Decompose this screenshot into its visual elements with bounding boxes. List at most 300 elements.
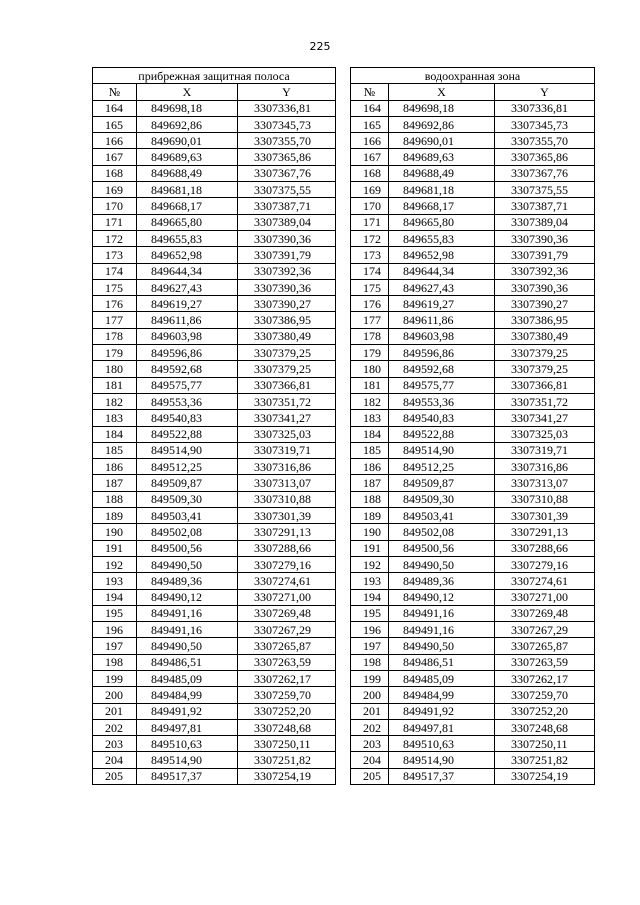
right-y-coordinate: 3307325,03 (495, 426, 595, 442)
table-gap (336, 475, 351, 491)
left-point-number: 164 (93, 100, 137, 116)
table-row (93, 393, 595, 409)
right-x-coordinate: 849502,08 (389, 524, 495, 540)
left-point-number: 187 (93, 475, 137, 491)
right-x-coordinate: 849491,16 (389, 605, 495, 621)
table-gap (336, 426, 351, 442)
right-x-coordinate: 849509,87 (389, 475, 495, 491)
left-y-coordinate: 3307313,07 (238, 475, 336, 491)
right-point-number: 199 (351, 670, 389, 686)
left-y-coordinate: 3307265,87 (238, 638, 336, 654)
right-x-coordinate: 849627,43 (389, 279, 495, 295)
left-point-number: 200 (93, 687, 137, 703)
left-x-coordinate: 849522,88 (137, 426, 238, 442)
table-row (93, 361, 595, 377)
right-point-number: 196 (351, 622, 389, 638)
left-y-coordinate: 3307341,27 (238, 410, 336, 426)
left-point-number: 176 (93, 296, 137, 312)
right-point-number: 197 (351, 638, 389, 654)
right-y-coordinate: 3307390,27 (495, 296, 595, 312)
right-y-coordinate: 3307254,19 (495, 768, 595, 784)
left-y-coordinate: 3307389,04 (238, 214, 336, 230)
left-y-coordinate: 3307391,79 (238, 247, 336, 263)
table-gap (336, 540, 351, 556)
right-x-coordinate: 849596,86 (389, 345, 495, 361)
right-point-number: 180 (351, 361, 389, 377)
right-point-number: 205 (351, 768, 389, 784)
left-y-coordinate: 3307365,86 (238, 149, 336, 165)
column-header-row (93, 84, 595, 100)
right-y-coordinate: 3307390,36 (495, 279, 595, 295)
table-row (93, 589, 595, 605)
right-x-coordinate: 849514,90 (389, 442, 495, 458)
right-x-coordinate: 849690,01 (389, 133, 495, 149)
table-row (93, 556, 595, 572)
right-y-coordinate: 3307379,25 (495, 345, 595, 361)
table-gap (336, 361, 351, 377)
right-x-coordinate: 849540,83 (389, 410, 495, 426)
table-gap (336, 263, 351, 279)
left-y-coordinate: 3307387,71 (238, 198, 336, 214)
table-gap (336, 165, 351, 181)
right-point-number: 187 (351, 475, 389, 491)
right-x-coordinate: 849500,56 (389, 540, 495, 556)
left-y-coordinate: 3307279,16 (238, 556, 336, 572)
right-y-coordinate: 3307365,86 (495, 149, 595, 165)
right-x-coordinate: 849655,83 (389, 230, 495, 246)
table-gap (336, 459, 351, 475)
right-y-coordinate: 3307319,71 (495, 442, 595, 458)
left-y-coordinate: 3307250,11 (238, 736, 336, 752)
left-point-number: 201 (93, 703, 137, 719)
left-y-coordinate: 3307366,81 (238, 377, 336, 393)
left-point-number: 194 (93, 589, 137, 605)
left-y-coordinate: 3307390,27 (238, 296, 336, 312)
right-x-coordinate: 849503,41 (389, 508, 495, 524)
right-y-coordinate: 3307262,17 (495, 670, 595, 686)
right-point-number: 201 (351, 703, 389, 719)
right-x-coordinate: 849652,98 (389, 247, 495, 263)
left-x-coordinate: 849490,50 (137, 638, 238, 654)
left-x-coordinate: 849603,98 (137, 328, 238, 344)
left-point-number: 173 (93, 247, 137, 263)
left-y-coordinate: 3307251,82 (238, 752, 336, 768)
left-y-coordinate: 3307262,17 (238, 670, 336, 686)
right-y-coordinate: 3307380,49 (495, 328, 595, 344)
left-point-number: 185 (93, 442, 137, 458)
left-y-coordinate: 3307263,59 (238, 654, 336, 670)
table-gap (336, 638, 351, 654)
left-point-number: 178 (93, 328, 137, 344)
right-x-coordinate: 849485,09 (389, 670, 495, 686)
table-row (93, 426, 595, 442)
right-point-number: 193 (351, 573, 389, 589)
right-point-number: 181 (351, 377, 389, 393)
left-column-header-x: X (137, 84, 238, 100)
right-y-coordinate: 3307248,68 (495, 719, 595, 735)
table-row (93, 410, 595, 426)
right-point-number: 178 (351, 328, 389, 344)
left-point-number: 174 (93, 263, 137, 279)
table-gap (336, 149, 351, 165)
right-y-coordinate: 3307274,61 (495, 573, 595, 589)
right-y-coordinate: 3307392,36 (495, 263, 595, 279)
table-gap (336, 654, 351, 670)
left-x-coordinate: 849503,41 (137, 508, 238, 524)
right-y-coordinate: 3307390,36 (495, 230, 595, 246)
left-y-coordinate: 3307301,39 (238, 508, 336, 524)
left-y-coordinate: 3307288,66 (238, 540, 336, 556)
left-point-number: 170 (93, 198, 137, 214)
right-x-coordinate: 849698,18 (389, 100, 495, 116)
left-point-number: 198 (93, 654, 137, 670)
right-x-coordinate: 849517,37 (389, 768, 495, 784)
right-x-coordinate: 849486,51 (389, 654, 495, 670)
table-row (93, 345, 595, 361)
right-point-number: 198 (351, 654, 389, 670)
left-point-number: 183 (93, 410, 137, 426)
table-row (93, 198, 595, 214)
left-point-number: 202 (93, 719, 137, 735)
table-row (93, 752, 595, 768)
table-gap (336, 68, 351, 84)
right-y-coordinate: 3307250,11 (495, 736, 595, 752)
table-gap (336, 279, 351, 295)
table-row (93, 703, 595, 719)
table-gap (336, 556, 351, 572)
right-y-coordinate: 3307310,88 (495, 491, 595, 507)
left-y-coordinate: 3307355,70 (238, 133, 336, 149)
table-gap (336, 328, 351, 344)
left-y-coordinate: 3307336,81 (238, 100, 336, 116)
left-x-coordinate: 849489,36 (137, 573, 238, 589)
table-gap (336, 752, 351, 768)
left-x-coordinate: 849490,12 (137, 589, 238, 605)
left-point-number: 196 (93, 622, 137, 638)
right-y-coordinate: 3307301,39 (495, 508, 595, 524)
table-row (93, 149, 595, 165)
table-gap (336, 508, 351, 524)
right-point-number: 174 (351, 263, 389, 279)
left-x-coordinate: 849514,90 (137, 442, 238, 458)
left-x-coordinate: 849517,37 (137, 768, 238, 784)
right-point-number: 171 (351, 214, 389, 230)
right-x-coordinate: 849619,27 (389, 296, 495, 312)
right-point-number: 184 (351, 426, 389, 442)
table-gap (336, 589, 351, 605)
table-gap (336, 491, 351, 507)
table-body (93, 100, 595, 784)
right-y-coordinate: 3307375,55 (495, 182, 595, 198)
left-point-number: 191 (93, 540, 137, 556)
left-y-coordinate: 3307390,36 (238, 279, 336, 295)
left-y-coordinate: 3307254,19 (238, 768, 336, 784)
right-y-coordinate: 3307355,70 (495, 133, 595, 149)
left-x-coordinate: 849681,18 (137, 182, 238, 198)
left-y-coordinate: 3307390,36 (238, 230, 336, 246)
left-y-coordinate: 3307269,48 (238, 605, 336, 621)
left-x-coordinate: 849698,18 (137, 100, 238, 116)
table-row (93, 100, 595, 116)
table-row (93, 312, 595, 328)
table-row (93, 573, 595, 589)
right-x-coordinate: 849688,49 (389, 165, 495, 181)
table-row (93, 165, 595, 181)
left-point-number: 168 (93, 165, 137, 181)
right-x-coordinate: 849681,18 (389, 182, 495, 198)
table-gap (336, 605, 351, 621)
right-y-coordinate: 3307387,71 (495, 198, 595, 214)
table-row (93, 605, 595, 621)
table-row (93, 328, 595, 344)
left-x-coordinate: 849668,17 (137, 198, 238, 214)
left-x-coordinate: 849485,09 (137, 670, 238, 686)
left-point-number: 204 (93, 752, 137, 768)
table-row (93, 459, 595, 475)
table-row (93, 247, 595, 263)
left-x-coordinate: 849575,77 (137, 377, 238, 393)
left-point-number: 205 (93, 768, 137, 784)
right-point-number: 164 (351, 100, 389, 116)
left-y-coordinate: 3307319,71 (238, 442, 336, 458)
right-y-coordinate: 3307345,73 (495, 116, 595, 132)
right-point-number: 191 (351, 540, 389, 556)
left-point-number: 175 (93, 279, 137, 295)
table-row (93, 524, 595, 540)
left-x-coordinate: 849611,86 (137, 312, 238, 328)
left-x-coordinate: 849512,25 (137, 459, 238, 475)
left-x-coordinate: 849652,98 (137, 247, 238, 263)
right-point-number: 189 (351, 508, 389, 524)
left-point-number: 186 (93, 459, 137, 475)
table-gap (336, 573, 351, 589)
right-y-coordinate: 3307341,27 (495, 410, 595, 426)
table-gap (336, 442, 351, 458)
left-column-header-y: Y (238, 84, 336, 100)
right-y-coordinate: 3307251,82 (495, 752, 595, 768)
left-point-number: 182 (93, 393, 137, 409)
right-point-number: 185 (351, 442, 389, 458)
table-gap (336, 524, 351, 540)
left-x-coordinate: 849514,90 (137, 752, 238, 768)
table-row (93, 768, 595, 784)
table-gap (336, 312, 351, 328)
right-x-coordinate: 849490,12 (389, 589, 495, 605)
table-row (93, 296, 595, 312)
left-x-coordinate: 849491,16 (137, 605, 238, 621)
table-gap (336, 687, 351, 703)
left-y-coordinate: 3307375,55 (238, 182, 336, 198)
right-point-number: 167 (351, 149, 389, 165)
table-row (93, 475, 595, 491)
table-gap (336, 214, 351, 230)
right-x-coordinate: 849592,68 (389, 361, 495, 377)
page-number: 225 (309, 40, 331, 53)
left-point-number: 177 (93, 312, 137, 328)
table-row (93, 719, 595, 735)
left-point-number: 190 (93, 524, 137, 540)
right-column-header-x: X (389, 84, 495, 100)
right-x-coordinate: 849575,77 (389, 377, 495, 393)
right-x-coordinate: 849522,88 (389, 426, 495, 442)
right-x-coordinate: 849510,63 (389, 736, 495, 752)
left-x-coordinate: 849655,83 (137, 230, 238, 246)
left-y-coordinate: 3307271,00 (238, 589, 336, 605)
table-gap (336, 393, 351, 409)
table-row (93, 279, 595, 295)
right-x-coordinate: 849490,50 (389, 556, 495, 572)
right-y-coordinate: 3307288,66 (495, 540, 595, 556)
left-x-coordinate: 849627,43 (137, 279, 238, 295)
table-row (93, 214, 595, 230)
table-gap (336, 768, 351, 784)
left-y-coordinate: 3307291,13 (238, 524, 336, 540)
right-x-coordinate: 849665,80 (389, 214, 495, 230)
right-y-coordinate: 3307279,16 (495, 556, 595, 572)
right-x-coordinate: 849509,30 (389, 491, 495, 507)
left-x-coordinate: 849490,50 (137, 556, 238, 572)
table-row (93, 508, 595, 524)
left-y-coordinate: 3307345,73 (238, 116, 336, 132)
right-point-number: 176 (351, 296, 389, 312)
right-point-number: 175 (351, 279, 389, 295)
right-point-number: 188 (351, 491, 389, 507)
left-x-coordinate: 849500,56 (137, 540, 238, 556)
table-gap (336, 703, 351, 719)
left-y-coordinate: 3307248,68 (238, 719, 336, 735)
right-x-coordinate: 849611,86 (389, 312, 495, 328)
left-y-coordinate: 3307367,76 (238, 165, 336, 181)
left-x-coordinate: 849665,80 (137, 214, 238, 230)
left-point-number: 171 (93, 214, 137, 230)
left-y-coordinate: 3307267,29 (238, 622, 336, 638)
left-point-number: 192 (93, 556, 137, 572)
right-point-number: 177 (351, 312, 389, 328)
right-y-coordinate: 3307351,72 (495, 393, 595, 409)
left-point-number: 188 (93, 491, 137, 507)
table-row (93, 182, 595, 198)
left-y-coordinate: 3307259,70 (238, 687, 336, 703)
left-point-number: 184 (93, 426, 137, 442)
left-point-number: 166 (93, 133, 137, 149)
coordinates-table (92, 67, 595, 785)
right-point-number: 182 (351, 393, 389, 409)
table-row (93, 230, 595, 246)
right-y-coordinate: 3307265,87 (495, 638, 595, 654)
table-row (93, 377, 595, 393)
left-x-coordinate: 849688,49 (137, 165, 238, 181)
left-x-coordinate: 849690,01 (137, 133, 238, 149)
right-y-coordinate: 3307366,81 (495, 377, 595, 393)
table-row (93, 670, 595, 686)
left-y-coordinate: 3307310,88 (238, 491, 336, 507)
left-point-number: 181 (93, 377, 137, 393)
left-y-coordinate: 3307316,86 (238, 459, 336, 475)
left-point-number: 172 (93, 230, 137, 246)
table-gap (336, 84, 351, 100)
right-x-coordinate: 849490,50 (389, 638, 495, 654)
right-y-coordinate: 3307263,59 (495, 654, 595, 670)
right-point-number: 186 (351, 459, 389, 475)
table-gap (336, 198, 351, 214)
left-x-coordinate: 849510,63 (137, 736, 238, 752)
left-y-coordinate: 3307351,72 (238, 393, 336, 409)
right-point-number: 168 (351, 165, 389, 181)
right-x-coordinate: 849689,63 (389, 149, 495, 165)
table-gap (336, 377, 351, 393)
table-gap (336, 133, 351, 149)
right-y-coordinate: 3307259,70 (495, 687, 595, 703)
left-x-coordinate: 849644,34 (137, 263, 238, 279)
left-column-header-num: № (93, 84, 137, 100)
table-row (93, 622, 595, 638)
right-y-coordinate: 3307379,25 (495, 361, 595, 377)
left-y-coordinate: 3307380,49 (238, 328, 336, 344)
table-row (93, 638, 595, 654)
right-y-coordinate: 3307336,81 (495, 100, 595, 116)
left-x-coordinate: 849509,87 (137, 475, 238, 491)
right-point-number: 179 (351, 345, 389, 361)
table-gap (336, 296, 351, 312)
right-point-number: 202 (351, 719, 389, 735)
right-y-coordinate: 3307271,00 (495, 589, 595, 605)
right-point-number: 165 (351, 116, 389, 132)
table-row (93, 263, 595, 279)
table-gap (336, 345, 351, 361)
right-point-number: 172 (351, 230, 389, 246)
table-gap (336, 410, 351, 426)
right-y-coordinate: 3307252,20 (495, 703, 595, 719)
left-x-coordinate: 849491,92 (137, 703, 238, 719)
left-point-number: 165 (93, 116, 137, 132)
left-x-coordinate: 849553,36 (137, 393, 238, 409)
table-row (93, 687, 595, 703)
left-point-number: 180 (93, 361, 137, 377)
right-point-number: 194 (351, 589, 389, 605)
left-point-number: 193 (93, 573, 137, 589)
left-point-number: 169 (93, 182, 137, 198)
left-y-coordinate: 3307379,25 (238, 345, 336, 361)
table-gap (336, 116, 351, 132)
right-x-coordinate: 849692,86 (389, 116, 495, 132)
right-point-number: 195 (351, 605, 389, 621)
left-section-title: прибрежная защитная полоса (93, 68, 336, 84)
left-y-coordinate: 3307392,36 (238, 263, 336, 279)
right-column-header-y: Y (495, 84, 595, 100)
left-point-number: 199 (93, 670, 137, 686)
right-x-coordinate: 849489,36 (389, 573, 495, 589)
table-gap (336, 100, 351, 116)
right-point-number: 203 (351, 736, 389, 752)
right-point-number: 190 (351, 524, 389, 540)
left-y-coordinate: 3307386,95 (238, 312, 336, 328)
left-x-coordinate: 849540,83 (137, 410, 238, 426)
right-point-number: 169 (351, 182, 389, 198)
table-row (93, 116, 595, 132)
right-x-coordinate: 849512,25 (389, 459, 495, 475)
right-column-header-num: № (351, 84, 389, 100)
left-x-coordinate: 849596,86 (137, 345, 238, 361)
right-x-coordinate: 849497,81 (389, 719, 495, 735)
right-x-coordinate: 849603,98 (389, 328, 495, 344)
left-x-coordinate: 849692,86 (137, 116, 238, 132)
table-gap (336, 182, 351, 198)
left-point-number: 197 (93, 638, 137, 654)
left-x-coordinate: 849491,16 (137, 622, 238, 638)
right-point-number: 173 (351, 247, 389, 263)
table-row (93, 736, 595, 752)
section-header-row (93, 68, 595, 84)
